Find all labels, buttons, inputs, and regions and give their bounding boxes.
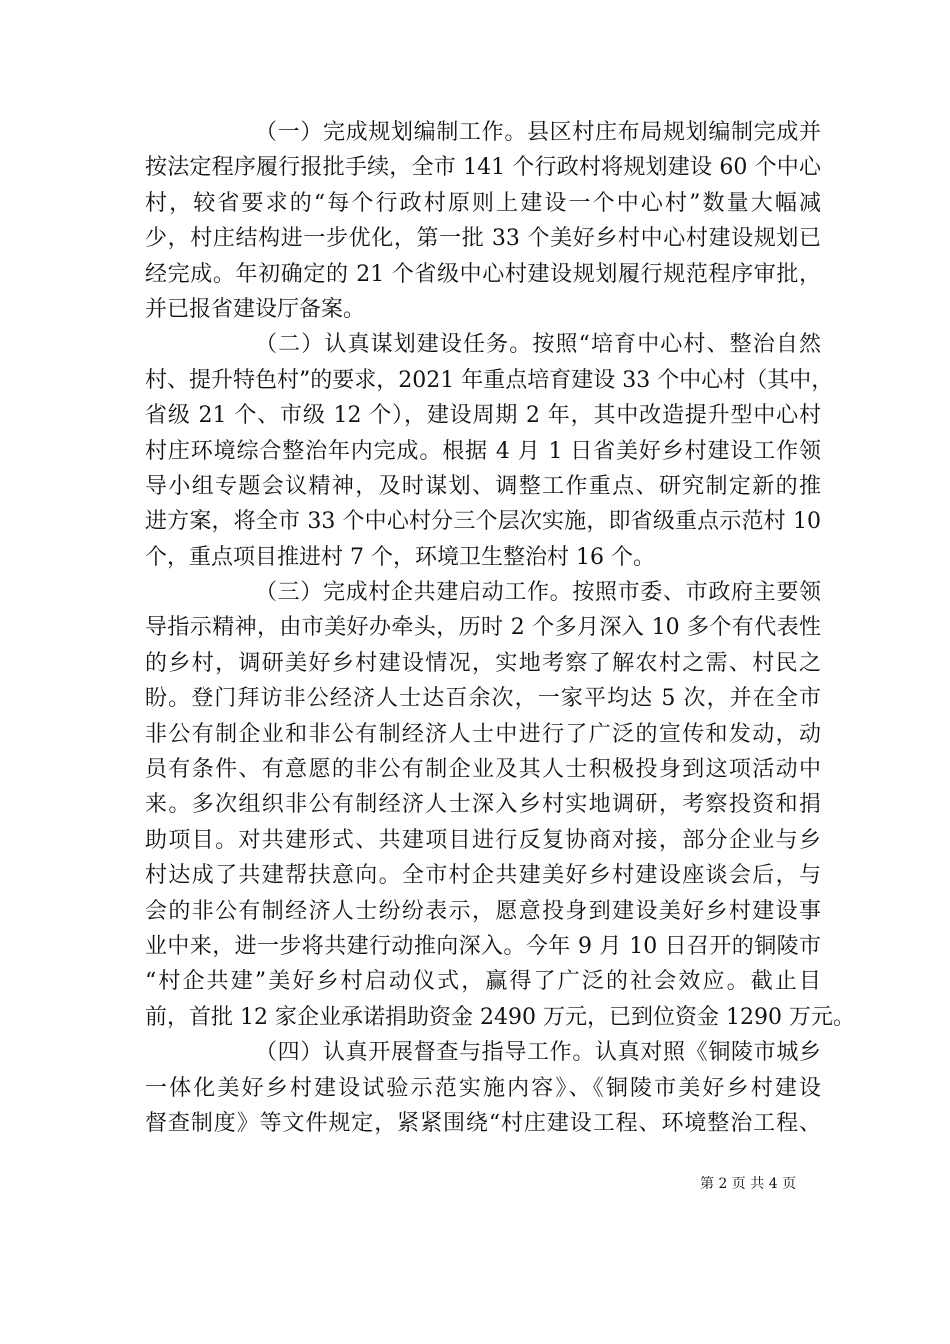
text-line: 来。多次组织非公有制经济人士深入乡村实地调研，考察投资和捐 <box>145 792 821 818</box>
text-line: 省级 21 个、市级 12 个），建设周期 2 年，其中改造提升型中心村 <box>145 403 821 429</box>
text-line: （一）完成规划编制工作。县区村庄布局规划编制完成并 <box>255 120 821 145</box>
text-line: “村企共建”美好乡村启动仪式，赢得了广泛的社会效应。截止目 <box>145 969 821 995</box>
paragraph <box>145 327 834 575</box>
text-line: 个，重点项目推进村 7 个，环境卫生整治村 16 个。 <box>145 544 655 570</box>
paragraph <box>145 1035 821 1141</box>
text-line: 村、提升特色村”的要求，2021 年重点培育建设 33 个中心村（其中， <box>145 367 834 393</box>
text-line: 村庄环境综合整治年内完成。根据 4 月 1 日省美好乡村建设工作领 <box>145 438 821 464</box>
text-line: 并已报省建设厅备案。 <box>145 296 366 322</box>
text-line: 的乡村，调研美好乡村建设情况，实地考察了解农村之需、村民之 <box>145 650 821 676</box>
text-line: （二）认真谋划建设任务。按照“培育中心村、整治自然 <box>255 332 821 358</box>
text-line: 村，较省要求的“每个行政村原则上建设一个中心村”数量大幅减 <box>145 190 821 216</box>
text-line: 进方案，将全市 33 个中心村分三个层次实施，即省级重点示范村 10 <box>145 509 821 535</box>
text-line: 一体化美好乡村建设试验示范实施内容》、《铜陵市美好乡村建设 <box>145 1075 821 1101</box>
text-line: （三）完成村企共建启动工作。按照市委、市政府主要领 <box>255 580 821 606</box>
text-line: 非公有制企业和非公有制经济人士中进行了广泛的宣传和发动，动 <box>145 721 821 747</box>
paragraph <box>145 115 821 327</box>
text-line: 督查制度》等文件规定，紧紧围绕“村庄建设工程、环境整治工程、 <box>145 1110 821 1136</box>
text-line: 助项目。对共建形式、共建项目进行反复协商对接，部分企业与乡 <box>145 827 821 853</box>
document-body <box>145 115 855 1141</box>
text-line: 村达成了共建帮扶意向。全市村企共建美好乡村建设座谈会后，与 <box>145 863 821 889</box>
paragraph <box>145 575 855 1035</box>
text-line: 导指示精神，由市美好办牵头，历时 2 个多月深入 10 多个有代表性 <box>145 615 821 641</box>
text-line: （四）认真开展督查与指导工作。认真对照《铜陵市城乡 <box>255 1040 821 1066</box>
page-number-footer: 第 2 页 共 4 页 <box>700 1176 797 1192</box>
text-line: 业中来，进一步将共建行动推向深入。今年 9 月 10 日召开的铜陵市 <box>145 933 821 959</box>
text-line: 盼。登门拜访非公经济人士达百余次，一家平均达 5 次，并在全市 <box>145 686 821 712</box>
text-line: 经完成。年初确定的 21 个省级中心村建设规划履行规范程序审批， <box>145 261 821 287</box>
text-line: 按法定程序履行报批手续，全市 141 个行政村将规划建设 60 个中心 <box>145 155 821 181</box>
text-line: 前，首批 12 家企业承诺捐助资金 2490 万元，已到位资金 1290 万元。 <box>145 1004 855 1030</box>
text-line: 员有条件、有意愿的非公有制企业及其人士积极投身到这项活动中 <box>145 757 821 783</box>
text-line: 会的非公有制经济人士纷纷表示，愿意投身到建设美好乡村建设事 <box>145 898 821 924</box>
text-line: 导小组专题会议精神，及时谋划、调整工作重点、研究制定新的推 <box>145 473 821 499</box>
text-line: 少，村庄结构进一步优化，第一批 33 个美好乡村中心村建设规划已 <box>145 226 821 252</box>
